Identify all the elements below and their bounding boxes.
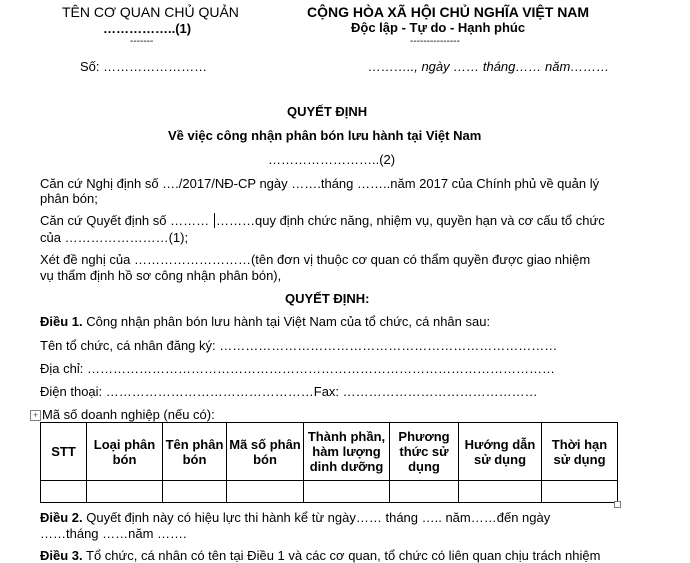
article-2	[40, 510, 550, 525]
article-2-label: Điều 2.	[40, 510, 83, 525]
article-2-cont: ……tháng ……năm …….	[40, 526, 187, 541]
preamble-decree: Căn cứ Nghị định số …./2017/NĐ-CP ngày …….tháng ……..năm 2017 của Chính phủ về quản lý	[40, 176, 600, 191]
article-3	[40, 548, 600, 563]
preamble-proposal-cont: vụ thẩm định hồ sơ công nhận phân bón),	[40, 268, 282, 283]
text-cursor	[214, 213, 215, 228]
table-cell[interactable]	[163, 481, 227, 503]
col-header-usage-guide: Hướng dẫn sử dụng	[459, 423, 542, 481]
col-header-usage-method: Phương thức sử dụng	[390, 423, 459, 481]
fertilizer-table	[40, 422, 618, 503]
decision-subject: Về việc công nhận phân bón lưu hành tại Việt Nam	[168, 128, 482, 143]
field-phone-fax: Điện thoại: …………………………………………Fax: ………………………………………	[40, 384, 538, 399]
col-header-usage-period: Thời hạn sử dụng	[542, 423, 618, 481]
preamble-decision-a: Căn cứ Quyết định số ………	[40, 213, 210, 228]
table-cell[interactable]	[459, 481, 542, 503]
article-1	[40, 314, 490, 329]
field-address: Địa chỉ: ………………………………………………………………………………………………	[40, 361, 555, 376]
table-cell[interactable]	[227, 481, 304, 503]
table-cell[interactable]	[87, 481, 163, 503]
issuer-line: ……………………..(2)	[268, 152, 396, 167]
national-motto: Độc lập - Tự do - Hạnh phúc	[351, 20, 526, 35]
preamble-proposal: Xét đề nghị của ………………………(tên đơn vị thuộc cơ quan có thẩm quyền được giao nhiệm	[40, 252, 591, 267]
agency-code: ……………..(1)	[103, 21, 192, 36]
col-header-fertilizer-code: Mã số phân bón	[227, 423, 304, 481]
table-cell[interactable]	[304, 481, 390, 503]
document-number: Số: ……………………	[80, 59, 208, 74]
table-cell[interactable]	[390, 481, 459, 503]
preamble-decree-cont: phân bón;	[40, 191, 98, 206]
place-date: ……….., ngày …… tháng…… năm………	[368, 59, 610, 74]
table-cell[interactable]	[41, 481, 87, 503]
col-header-fertilizer-type: Loại phân bón	[87, 423, 163, 481]
article-3-text: Tổ chức, cá nhân có tên tại Điều 1 và các cơ quan, tổ chức có liên quan chịu trách nhiệm	[82, 548, 601, 563]
col-header-composition: Thành phần, hàm lượng dinh dưỡng	[304, 423, 390, 481]
article-3-label: Điều 3.	[40, 548, 83, 563]
motto-rule: ---------------	[410, 36, 460, 47]
table-move-handle-icon[interactable]: +	[30, 410, 41, 421]
agency-name: TÊN CƠ QUAN CHỦ QUẢN	[62, 4, 239, 20]
decision-title: QUYẾT ĐỊNH	[287, 104, 368, 119]
preamble-decision-cont: của ……………………(1);	[40, 230, 189, 245]
table-resize-handle[interactable]	[614, 501, 621, 508]
agency-rule: -------	[130, 36, 154, 47]
preamble-decision-b: ………quy định chức năng, nhiệm vụ, quyền hạn và cơ cấu tổ chức	[216, 213, 605, 228]
decides-heading: QUYẾT ĐỊNH:	[285, 291, 370, 306]
table-row	[41, 481, 618, 503]
article-1-text: Công nhận phân bón lưu hành tại Việt Nam của tổ chức, cá nhân sau:	[82, 314, 491, 329]
col-header-fertilizer-name: Tên phân bón	[163, 423, 227, 481]
field-business-code: Mã số doanh nghiệp (nếu có):	[42, 407, 215, 422]
col-header-stt: STT	[41, 423, 87, 481]
article-2-text: Quyết định này có hiệu lực thi hành kể từ ngày…… tháng ….. năm……đến ngày	[82, 510, 551, 525]
table-cell[interactable]	[542, 481, 618, 503]
field-registrant-name: Tên tổ chức, cá nhân đăng ký: ……………………………………………………………………	[40, 338, 558, 353]
article-1-label: Điều 1.	[40, 314, 83, 329]
table-header-row	[41, 423, 618, 481]
republic-name: CỘNG HÒA XÃ HỘI CHỦ NGHĨA VIỆT NAM	[307, 4, 590, 20]
